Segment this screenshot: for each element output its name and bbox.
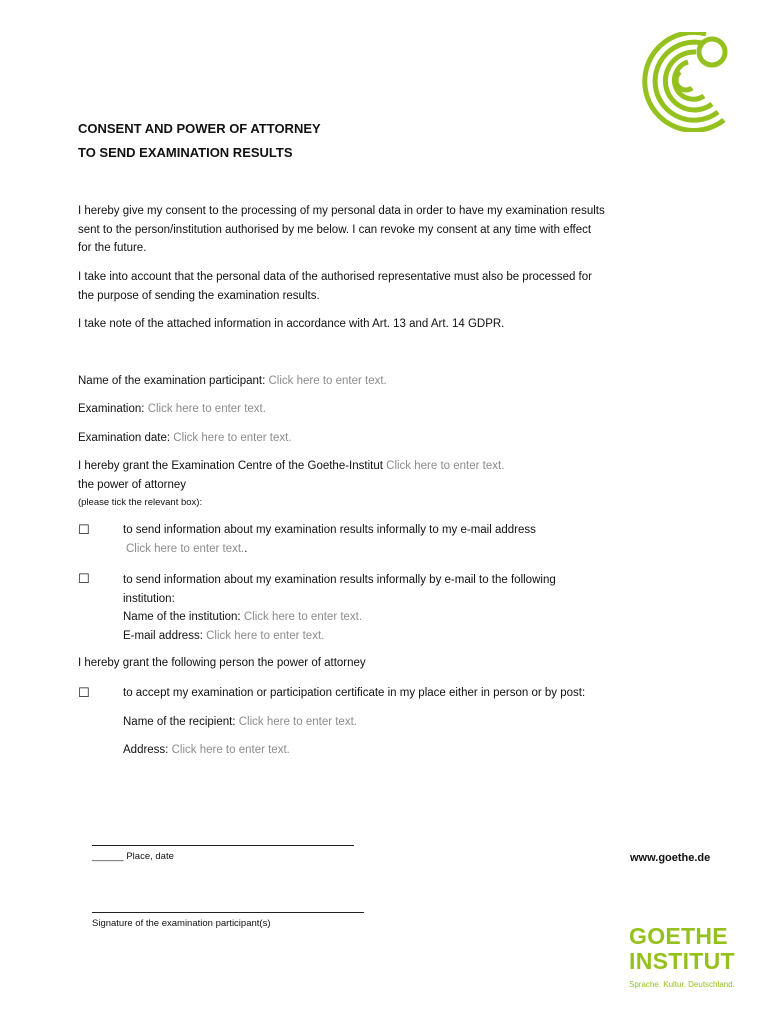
centre-input[interactable]: Click here to enter text. — [386, 460, 505, 472]
institution-name-input[interactable]: Click here to enter text. — [243, 611, 363, 623]
consent-line: sent to the person/institution authorised by me below. I can revoke my consent at any time with effect — [78, 223, 592, 236]
examination-field-row — [78, 403, 266, 415]
institution-name-label: Name of the institution: — [123, 611, 241, 623]
grant-centre-row — [78, 460, 504, 472]
institution-email-row — [123, 627, 556, 646]
brand-name-line2: INSTITUT — [629, 948, 735, 974]
brand-name-line1: GOETHE — [629, 923, 728, 949]
examination-input[interactable]: Click here to enter text. — [147, 403, 266, 415]
signature-line[interactable] — [92, 912, 364, 913]
option-email-address-row — [126, 543, 247, 555]
website-url: www.goethe.de — [630, 852, 711, 864]
option-institution-text2: institution: — [123, 592, 175, 605]
option-email-text: to send information about my examination results informally to my e-mail address — [123, 524, 536, 536]
grant-centre-label: I hereby grant the Examination Centre of the Goethe-Institut — [78, 460, 383, 472]
participant-label: Name of the examination participant: — [78, 375, 266, 387]
institution-email-label: E-mail address: — [123, 629, 203, 642]
place-date-label: Place, date — [126, 851, 174, 862]
representative-line: I take into account that the personal data of the authorised representative must also be processed for — [78, 271, 592, 283]
recipient-name-input[interactable]: Click here to enter text. — [238, 716, 357, 728]
option-institution-block — [123, 571, 556, 645]
goethe-logo-icon — [626, 32, 738, 132]
institution-name-row — [123, 608, 556, 627]
recipient-address-label: Address: — [123, 744, 169, 756]
representative-paragraph — [78, 268, 592, 305]
exam-date-field-row — [78, 432, 292, 444]
consent-line: I hereby give my consent to the processing of my personal data in order to have my examination results — [78, 205, 605, 217]
participant-input[interactable]: Click here to enter text. — [268, 375, 387, 387]
email-address-input[interactable]: Click here to enter text. — [126, 543, 245, 555]
institution-email-input[interactable]: Click here to enter text. — [206, 629, 325, 642]
brand-tagline: Sprache. Kultur. Deutschland. — [629, 980, 735, 989]
grant-person-label: I hereby grant the following person the power of attorney — [78, 657, 366, 669]
participant-field-row — [78, 375, 387, 387]
email-address-suffix: . — [244, 543, 248, 555]
consent-paragraph — [78, 202, 605, 258]
document-title-line1: CONSENT AND POWER OF ATTORNEY — [78, 121, 321, 136]
consent-line: for the future. — [78, 242, 147, 254]
tick-note: (please tick the relevant box): — [78, 497, 203, 508]
gdpr-paragraph: I take note of the attached information in accordance with Art. 13 and Art. 14 GDPR. — [78, 318, 505, 330]
signature-label: Signature of the examination participant(s) — [92, 918, 271, 929]
place-date-line[interactable] — [92, 845, 354, 846]
option-certificate-text: to accept my examination or participation certificate in my place either in person or by post: — [123, 687, 586, 699]
representative-line: the purpose of sending the examination results. — [78, 289, 320, 302]
option-institution-text: to send information about my examination results informally by e-mail to the following — [123, 574, 556, 586]
exam-date-label: Examination date: — [78, 432, 171, 444]
power-of-attorney-label: the power of attorney — [78, 479, 187, 491]
document-title-line2: TO SEND EXAMINATION RESULTS — [78, 145, 293, 160]
exam-date-input[interactable]: Click here to enter text. — [173, 432, 292, 444]
option-institution-checkbox[interactable]: ☐ — [78, 571, 90, 586]
option-email-checkbox[interactable]: ☐ — [78, 522, 90, 537]
recipient-name-row — [123, 716, 357, 728]
recipient-address-row — [123, 744, 290, 756]
recipient-address-input[interactable]: Click here to enter text. — [171, 744, 290, 756]
recipient-name-label: Name of the recipient: — [123, 716, 236, 728]
examination-label: Examination: — [78, 403, 145, 415]
place-date-row — [92, 851, 174, 862]
place-blank: ______ — [92, 851, 124, 862]
option-certificate-checkbox[interactable]: ☐ — [78, 685, 90, 700]
